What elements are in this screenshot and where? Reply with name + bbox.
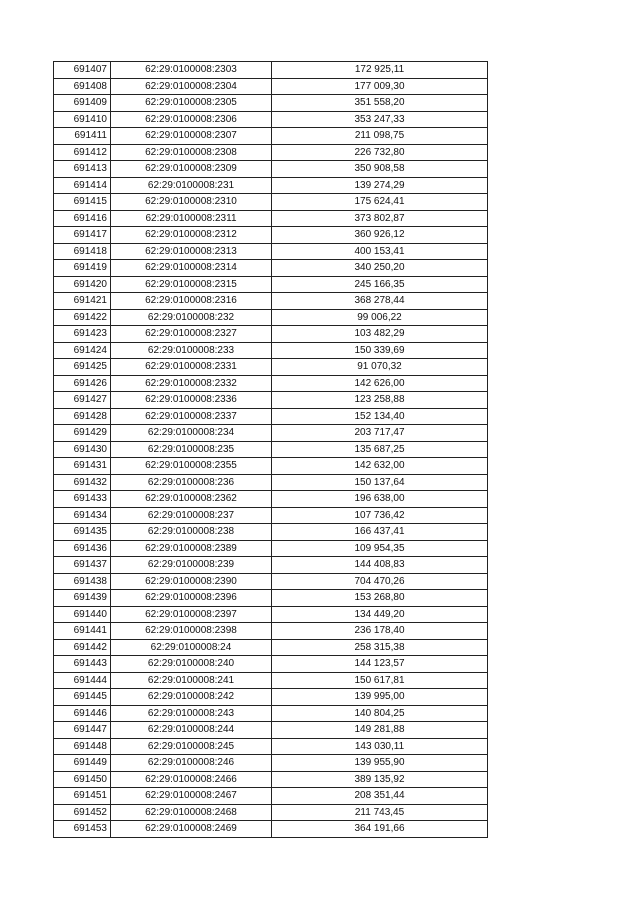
row-number: 691425 xyxy=(54,359,111,376)
cadastral-number: 62:29:0100008:2305 xyxy=(111,95,272,112)
cadastral-value: 368 278,44 xyxy=(272,293,488,310)
table-row xyxy=(54,95,488,112)
table-row xyxy=(54,408,488,425)
row-number: 691446 xyxy=(54,705,111,722)
table-row xyxy=(54,293,488,310)
cadastral-number: 62:29:0100008:2332 xyxy=(111,375,272,392)
row-number: 691432 xyxy=(54,474,111,491)
cadastral-value: 135 687,25 xyxy=(272,441,488,458)
cadastral-value: 258 315,38 xyxy=(272,639,488,656)
table-row xyxy=(54,771,488,788)
cadastral-number: 62:29:0100008:2314 xyxy=(111,260,272,277)
cadastral-number: 62:29:0100008:231 xyxy=(111,177,272,194)
table-row xyxy=(54,788,488,805)
cadastral-number: 62:29:0100008:238 xyxy=(111,524,272,541)
cadastral-value: 245 166,35 xyxy=(272,276,488,293)
cadastral-value: 139 955,90 xyxy=(272,755,488,772)
table-row xyxy=(54,557,488,574)
cadastral-number: 62:29:0100008:2306 xyxy=(111,111,272,128)
row-number: 691430 xyxy=(54,441,111,458)
cadastral-number: 62:29:0100008:2304 xyxy=(111,78,272,95)
cadastral-number: 62:29:0100008:241 xyxy=(111,672,272,689)
cadastral-number: 62:29:0100008:2398 xyxy=(111,623,272,640)
cadastral-number: 62:29:0100008:2390 xyxy=(111,573,272,590)
cadastral-value: 139 274,29 xyxy=(272,177,488,194)
row-number: 691416 xyxy=(54,210,111,227)
cadastral-value: 149 281,88 xyxy=(272,722,488,739)
row-number: 691408 xyxy=(54,78,111,95)
cadastral-number: 62:29:0100008:2468 xyxy=(111,804,272,821)
table-row xyxy=(54,639,488,656)
table-row xyxy=(54,821,488,838)
cadastral-number: 62:29:0100008:243 xyxy=(111,705,272,722)
table-row xyxy=(54,342,488,359)
table-row xyxy=(54,326,488,343)
row-number: 691419 xyxy=(54,260,111,277)
cadastral-value: 373 802,87 xyxy=(272,210,488,227)
cadastral-number: 62:29:0100008:2467 xyxy=(111,788,272,805)
cadastral-value: 152 134,40 xyxy=(272,408,488,425)
table-row xyxy=(54,755,488,772)
table-row xyxy=(54,441,488,458)
cadastral-value: 99 006,22 xyxy=(272,309,488,326)
cadastral-value: 364 191,66 xyxy=(272,821,488,838)
row-number: 691420 xyxy=(54,276,111,293)
cadastral-number: 62:29:0100008:2311 xyxy=(111,210,272,227)
table-row xyxy=(54,491,488,508)
table-body xyxy=(54,62,488,838)
cadastral-value: 142 626,00 xyxy=(272,375,488,392)
row-number: 691447 xyxy=(54,722,111,739)
cadastral-number: 62:29:0100008:2315 xyxy=(111,276,272,293)
table-row xyxy=(54,62,488,79)
cadastral-number: 62:29:0100008:239 xyxy=(111,557,272,574)
cadastral-value: 353 247,33 xyxy=(272,111,488,128)
cadastral-value: 139 995,00 xyxy=(272,689,488,706)
row-number: 691450 xyxy=(54,771,111,788)
cadastral-value: 140 804,25 xyxy=(272,705,488,722)
row-number: 691412 xyxy=(54,144,111,161)
row-number: 691423 xyxy=(54,326,111,343)
row-number: 691440 xyxy=(54,606,111,623)
cadastral-value: 177 009,30 xyxy=(272,78,488,95)
cadastral-number: 62:29:0100008:242 xyxy=(111,689,272,706)
table-row xyxy=(54,672,488,689)
table-row xyxy=(54,705,488,722)
row-number: 691437 xyxy=(54,557,111,574)
cadastral-number: 62:29:0100008:2303 xyxy=(111,62,272,79)
cadastral-value: 211 098,75 xyxy=(272,128,488,145)
cadastral-number: 62:29:0100008:240 xyxy=(111,656,272,673)
table-row xyxy=(54,524,488,541)
row-number: 691453 xyxy=(54,821,111,838)
cadastral-value: 103 482,29 xyxy=(272,326,488,343)
cadastral-value: 153 268,80 xyxy=(272,590,488,607)
cadastral-value: 91 070,32 xyxy=(272,359,488,376)
cadastral-number: 62:29:0100008:2331 xyxy=(111,359,272,376)
cadastral-value: 351 558,20 xyxy=(272,95,488,112)
cadastral-value: 236 178,40 xyxy=(272,623,488,640)
row-number: 691410 xyxy=(54,111,111,128)
table-row xyxy=(54,144,488,161)
row-number: 691438 xyxy=(54,573,111,590)
cadastral-value: 175 624,41 xyxy=(272,194,488,211)
cadastral-number: 62:29:0100008:2337 xyxy=(111,408,272,425)
cadastral-value: 208 351,44 xyxy=(272,788,488,805)
cadastral-value: 172 925,11 xyxy=(272,62,488,79)
cadastral-value: 143 030,11 xyxy=(272,738,488,755)
row-number: 691428 xyxy=(54,408,111,425)
cadastral-number: 62:29:0100008:237 xyxy=(111,507,272,524)
cadastral-number: 62:29:0100008:233 xyxy=(111,342,272,359)
cadastral-number: 62:29:0100008:244 xyxy=(111,722,272,739)
cadastral-number: 62:29:0100008:2327 xyxy=(111,326,272,343)
cadastral-value: 211 743,45 xyxy=(272,804,488,821)
row-number: 691427 xyxy=(54,392,111,409)
row-number: 691426 xyxy=(54,375,111,392)
cadastral-number: 62:29:0100008:2310 xyxy=(111,194,272,211)
table-row xyxy=(54,804,488,821)
row-number: 691452 xyxy=(54,804,111,821)
cadastral-value: 203 717,47 xyxy=(272,425,488,442)
table-row xyxy=(54,309,488,326)
cadastral-number: 62:29:0100008:24 xyxy=(111,639,272,656)
cadastral-value: 360 926,12 xyxy=(272,227,488,244)
table-row xyxy=(54,656,488,673)
row-number: 691444 xyxy=(54,672,111,689)
cadastral-value: 400 153,41 xyxy=(272,243,488,260)
cadastral-number: 62:29:0100008:245 xyxy=(111,738,272,755)
cadastral-value: 166 437,41 xyxy=(272,524,488,541)
cadastral-number: 62:29:0100008:2316 xyxy=(111,293,272,310)
cadastral-value: 109 954,35 xyxy=(272,540,488,557)
row-number: 691417 xyxy=(54,227,111,244)
table-row xyxy=(54,210,488,227)
table-row xyxy=(54,540,488,557)
table-row xyxy=(54,177,488,194)
cadastral-number: 62:29:0100008:2396 xyxy=(111,590,272,607)
cadastral-value: 150 137,64 xyxy=(272,474,488,491)
table-row xyxy=(54,375,488,392)
cadastral-value: 150 339,69 xyxy=(272,342,488,359)
table-row xyxy=(54,161,488,178)
cadastral-number: 62:29:0100008:236 xyxy=(111,474,272,491)
cadastral-value: 107 736,42 xyxy=(272,507,488,524)
cadastral-number: 62:29:0100008:2466 xyxy=(111,771,272,788)
cadastral-value: 196 638,00 xyxy=(272,491,488,508)
table-row xyxy=(54,227,488,244)
cadastral-number: 62:29:0100008:2397 xyxy=(111,606,272,623)
row-number: 691413 xyxy=(54,161,111,178)
cadastral-value: 704 470,26 xyxy=(272,573,488,590)
table-row xyxy=(54,738,488,755)
cadastral-number: 62:29:0100008:2307 xyxy=(111,128,272,145)
cadastral-number: 62:29:0100008:234 xyxy=(111,425,272,442)
cadastral-value: 340 250,20 xyxy=(272,260,488,277)
cadastral-number: 62:29:0100008:2308 xyxy=(111,144,272,161)
table-row xyxy=(54,276,488,293)
row-number: 691449 xyxy=(54,755,111,772)
cadastral-number: 62:29:0100008:2362 xyxy=(111,491,272,508)
cadastral-number: 62:29:0100008:2313 xyxy=(111,243,272,260)
row-number: 691409 xyxy=(54,95,111,112)
table-row xyxy=(54,689,488,706)
cadastral-number: 62:29:0100008:2469 xyxy=(111,821,272,838)
cadastral-value-table xyxy=(53,61,488,838)
row-number: 691443 xyxy=(54,656,111,673)
row-number: 691407 xyxy=(54,62,111,79)
cadastral-number: 62:29:0100008:246 xyxy=(111,755,272,772)
row-number: 691418 xyxy=(54,243,111,260)
cadastral-value: 144 408,83 xyxy=(272,557,488,574)
cadastral-number: 62:29:0100008:2309 xyxy=(111,161,272,178)
table-row xyxy=(54,243,488,260)
table-row xyxy=(54,392,488,409)
row-number: 691411 xyxy=(54,128,111,145)
cadastral-number: 62:29:0100008:2336 xyxy=(111,392,272,409)
row-number: 691424 xyxy=(54,342,111,359)
cadastral-number: 62:29:0100008:2312 xyxy=(111,227,272,244)
table-row xyxy=(54,474,488,491)
cadastral-value: 350 908,58 xyxy=(272,161,488,178)
table-row xyxy=(54,458,488,475)
row-number: 691439 xyxy=(54,590,111,607)
cadastral-value: 134 449,20 xyxy=(272,606,488,623)
row-number: 691442 xyxy=(54,639,111,656)
cadastral-value: 150 617,81 xyxy=(272,672,488,689)
table-row xyxy=(54,606,488,623)
table-row xyxy=(54,590,488,607)
row-number: 691445 xyxy=(54,689,111,706)
row-number: 691421 xyxy=(54,293,111,310)
table-row xyxy=(54,78,488,95)
cadastral-value: 389 135,92 xyxy=(272,771,488,788)
cadastral-number: 62:29:0100008:232 xyxy=(111,309,272,326)
row-number: 691434 xyxy=(54,507,111,524)
table-row xyxy=(54,722,488,739)
table-row xyxy=(54,128,488,145)
table-row xyxy=(54,425,488,442)
row-number: 691451 xyxy=(54,788,111,805)
row-number: 691422 xyxy=(54,309,111,326)
row-number: 691429 xyxy=(54,425,111,442)
cadastral-value: 142 632,00 xyxy=(272,458,488,475)
row-number: 691414 xyxy=(54,177,111,194)
table-row xyxy=(54,623,488,640)
row-number: 691431 xyxy=(54,458,111,475)
cadastral-value: 144 123,57 xyxy=(272,656,488,673)
table-row xyxy=(54,359,488,376)
cadastral-number: 62:29:0100008:235 xyxy=(111,441,272,458)
row-number: 691415 xyxy=(54,194,111,211)
cadastral-number: 62:29:0100008:2355 xyxy=(111,458,272,475)
table-row xyxy=(54,573,488,590)
table-row xyxy=(54,260,488,277)
row-number: 691433 xyxy=(54,491,111,508)
row-number: 691436 xyxy=(54,540,111,557)
cadastral-value: 123 258,88 xyxy=(272,392,488,409)
cadastral-value: 226 732,80 xyxy=(272,144,488,161)
table-row xyxy=(54,507,488,524)
table-row xyxy=(54,194,488,211)
row-number: 691435 xyxy=(54,524,111,541)
row-number: 691441 xyxy=(54,623,111,640)
cadastral-number: 62:29:0100008:2389 xyxy=(111,540,272,557)
row-number: 691448 xyxy=(54,738,111,755)
table-row xyxy=(54,111,488,128)
